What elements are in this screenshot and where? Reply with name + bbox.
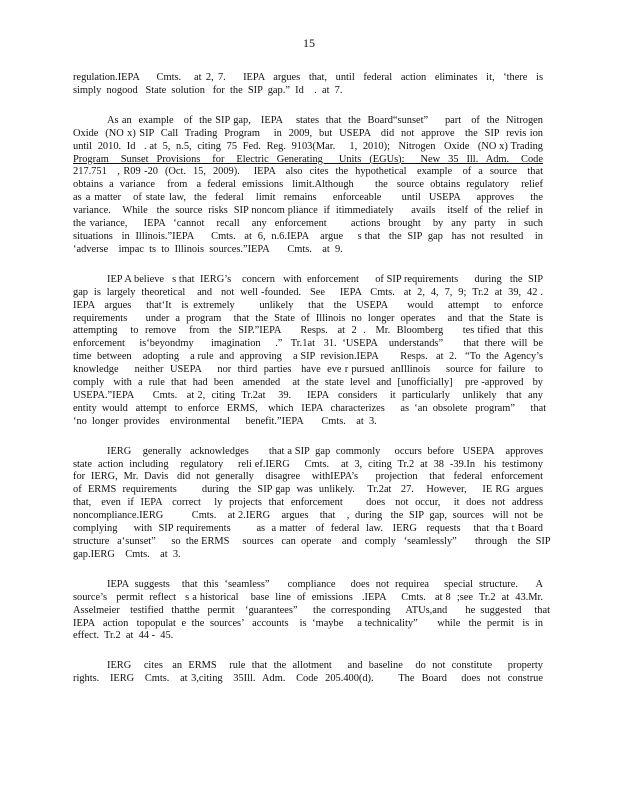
paragraph — [73, 273, 547, 429]
text-line: IEP A believe s that IERG’s concern with enforcement of SIP requirements during the SIP — [107, 273, 543, 285]
text-line: time between adopting a rule and approving a SIP revision.IEPA Resps. at 2. “To the Agency’s — [73, 351, 543, 363]
text-line: until 2010. Id . at 5, n.5, citing 75 Fed. Reg. 9103(Mar. 1, 2010); Nitrogen Oxide (NO x) Trading — [73, 140, 543, 152]
text-line: state action including regulatory reli ef.IERG Cmts. at 3, citing Tr.2 at 38 -39.In his testimony — [73, 458, 543, 470]
text-line: USEPA.”IEPA Cmts. at 2, citing Tr.2at 39. IEPA considers it particularly unlikely that any — [73, 389, 543, 401]
text-line: IEPA action topopulat e the sources’ accounts is ‘maybe a technicality” while the permit is in — [73, 617, 543, 629]
text-line: for IERG, Mr. Davis did not generally disagree withIEPA’s projection that federal enforcement — [73, 471, 543, 483]
text-line: knowledge neither USEPA nor third parties have eve r pursued anIllinois source for failure to — [73, 364, 543, 376]
text-line: enforcement is‘beyondmy imagination .” Tr.1at 31. ‘USEPA understands” that there will be — [73, 338, 543, 350]
text-line: Asselmeier testified thatthe permit ‘guarantees” the corresponding ATUs,and he suggested that — [73, 604, 550, 616]
text-line: comply with a rule that had been amended at the state level and [unofficially] pre -approved by — [73, 377, 543, 389]
text-line: As an example of the SIP gap, IEPA states that the Board“sunset” part of the Nitrogen — [107, 114, 543, 126]
text-line: ‘adverse impac ts to Illinois sources.”IEPA Cmts. at 9. — [73, 243, 343, 255]
text-line: structure a‘sunset” so the ERMS sources can operate and comply ‘seamlessly” through the SIP — [73, 536, 551, 547]
citation-underlined: Program Sunset Provisions for Electric Generating Units (EGUs): New 35 Ill. Adm. Code — [73, 153, 543, 165]
text-line: obtains a variance from a federal emissions limit.Although the source obtains regulatory relief — [73, 179, 543, 191]
document-body — [73, 72, 551, 686]
text-line: effect. Tr.2 at 44 - 45. — [73, 630, 174, 642]
text-line: as a matter of state law, the federal limit remains enforceable until USEPA approves the — [73, 192, 543, 204]
text-line: source’s permit reflect s a historical base line of emissions .IEPA Cmts. at 8 ;see Tr.2 at 43.Mr. — [73, 591, 543, 603]
text-line: that, even if IEPA correct ly projects that enforcement does not occur, it does not address — [73, 497, 543, 509]
text-line: noncompliance.IERG Cmts. at 2.IERG argues that , during the SIP gap, sources will not be — [73, 510, 543, 522]
text-line: IERG generally acknowledges that a SIP gap commonly occurs before USEPA approves — [107, 445, 543, 457]
text-line: gap.IERG Cmts. at 3. — [73, 548, 181, 560]
text-line: gap is largely theoretical and not well -founded. See IEPA Cmts. at 2, 4, 7, 9; Tr.2 at 39, 42 . — [73, 286, 543, 298]
text-line: the variance, IEPA ‘cannot recall any enforcement actions brought by any party in such — [73, 218, 543, 230]
text-line: ‘no longer provides environmental benefit.”IEPA Cmts. at 3. — [73, 415, 377, 427]
text-line: Oxide (NO x) SIP Call Trading Program in 2009, but USEPA did not approve the SIP revis ion — [73, 127, 543, 139]
paragraph — [73, 578, 550, 644]
text-line: regulation.IEPA Cmts. at 2, 7. IEPA argues that, until federal action eliminates it, ‘there is — [73, 72, 543, 83]
text-line: situations in Illinois.”IEPA Cmts. at 6, n.6.IEPA argue s that the SIP gap has not resulted in — [73, 230, 543, 242]
text-line: variance. While the source risks SIP noncom pliance if itimmediately avails itself of the relief in — [73, 205, 543, 217]
text-line: requirements under a program that the State of Illinois no longer operates and that the State is — [73, 312, 543, 324]
paragraph — [73, 115, 543, 257]
text-line: rights. IERG Cmts. at 3,citing 35Ill. Adm. Code 205.400(d). The Board does not construe — [73, 673, 543, 685]
paragraph — [73, 445, 551, 562]
text-line: of ERMS requirements during the SIP gap was unlikely. Tr.2at 27. However, IE RG argues — [73, 484, 543, 496]
text-line: IERG cites an ERMS rule that the allotment and baseline do not constitute property — [107, 660, 543, 672]
text-line: complying with SIP requirements as a matter of federal law. IERG requests that tha t Board — [73, 523, 543, 535]
text-line: attempting to remove from the SIP.”IEPA Resps. at 2 . Mr. Bloomberg tes tified that this — [73, 325, 543, 337]
paragraph — [73, 660, 543, 686]
text-line: IEPA suggests that this ‘seamless” compliance does not requirea special structure. A — [107, 578, 543, 590]
text-line: entity would attempt to enforce ERMS, which IEPA characterizes as ‘an obsolete program” that — [73, 402, 547, 414]
text-line: simply nogood State solution for the SIP gap.” Id . at 7. — [73, 84, 343, 96]
page-number: 15 — [303, 36, 315, 50]
text-line: IEPA argues that‘It is extremely unlikely that the USEPA would attempt to enforce — [73, 299, 543, 311]
paragraph — [73, 72, 543, 98]
text-line: 217.751 , R09 -20 (Oct. 15, 2009). IEPA also cites the hypothetical example of a source that — [73, 166, 543, 178]
citation-line — [73, 154, 543, 167]
